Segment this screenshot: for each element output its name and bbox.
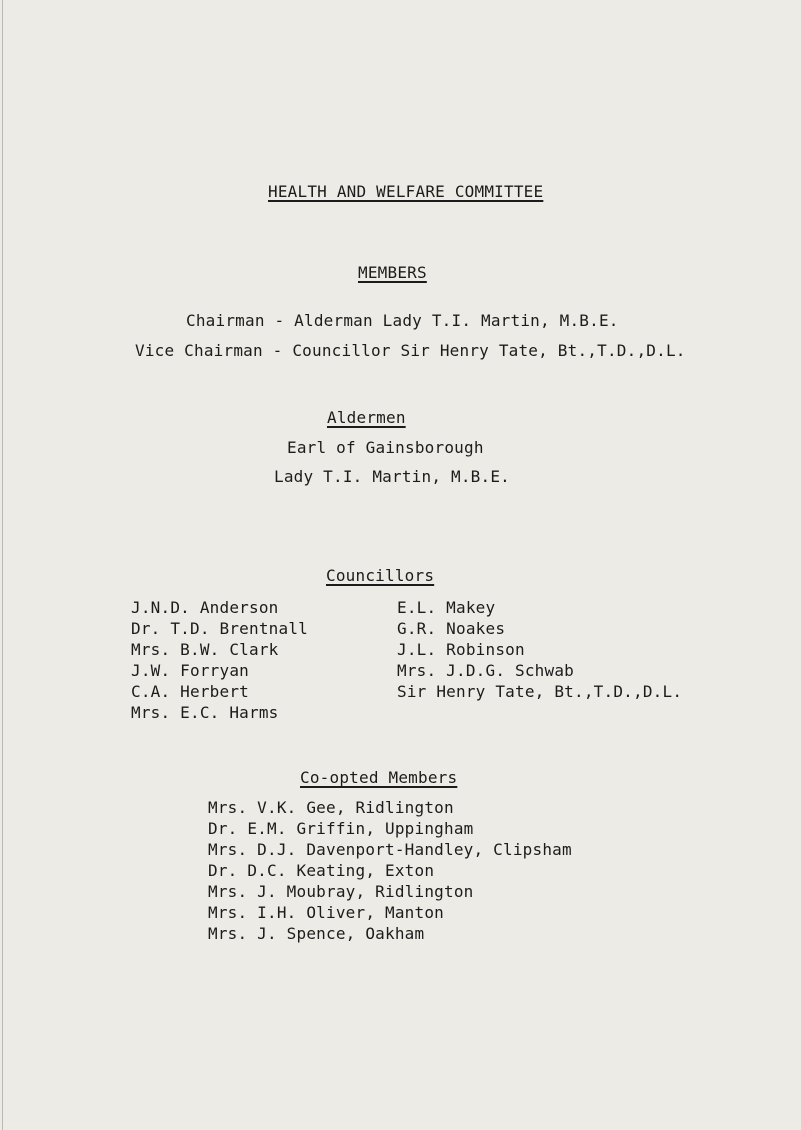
councillor-name: E.L. Makey	[397, 598, 496, 617]
aldermen-heading: Aldermen	[327, 408, 406, 427]
vice-chairman-line: Vice Chairman - Councillor Sir Henry Tate, Bt.,T.D.,D.L.	[135, 341, 686, 360]
councillor-name: Mrs. B.W. Clark	[131, 640, 279, 659]
co-opted-heading: Co-opted Members	[300, 768, 458, 787]
co-opted-member: Mrs. I.H. Oliver, Manton	[208, 903, 444, 922]
chairman-line: Chairman - Alderman Lady T.I. Martin, M.B.E.	[186, 311, 619, 330]
councillor-name: J.W. Forryan	[131, 661, 249, 680]
councillor-name: Sir Henry Tate, Bt.,T.D.,D.L.	[397, 682, 683, 701]
co-opted-member: Mrs. V.K. Gee, Ridlington	[208, 798, 454, 817]
co-opted-member: Dr. D.C. Keating, Exton	[208, 861, 435, 880]
councillor-name: J.N.D. Anderson	[131, 598, 279, 617]
co-opted-member: Dr. E.M. Griffin, Uppingham	[208, 819, 474, 838]
alderman-name: Earl of Gainsborough	[287, 438, 484, 457]
councillor-name: Mrs. E.C. Harms	[131, 703, 279, 722]
councillor-name: Mrs. J.D.G. Schwab	[397, 661, 574, 680]
co-opted-member: Mrs. D.J. Davenport-Handley, Clipsham	[208, 840, 572, 859]
councillor-name: Dr. T.D. Brentnall	[131, 619, 308, 638]
councillor-name: G.R. Noakes	[397, 619, 506, 638]
alderman-name: Lady T.I. Martin, M.B.E.	[274, 467, 510, 486]
co-opted-member: Mrs. J. Spence, Oakham	[208, 924, 425, 943]
councillor-name: C.A. Herbert	[131, 682, 249, 701]
co-opted-member: Mrs. J. Moubray, Ridlington	[208, 882, 474, 901]
page-edge	[2, 0, 3, 1130]
document-title: HEALTH AND WELFARE COMMITTEE	[268, 182, 544, 201]
members-heading: MEMBERS	[358, 263, 427, 282]
councillor-name: J.L. Robinson	[397, 640, 525, 659]
councillors-heading: Councillors	[326, 566, 435, 585]
